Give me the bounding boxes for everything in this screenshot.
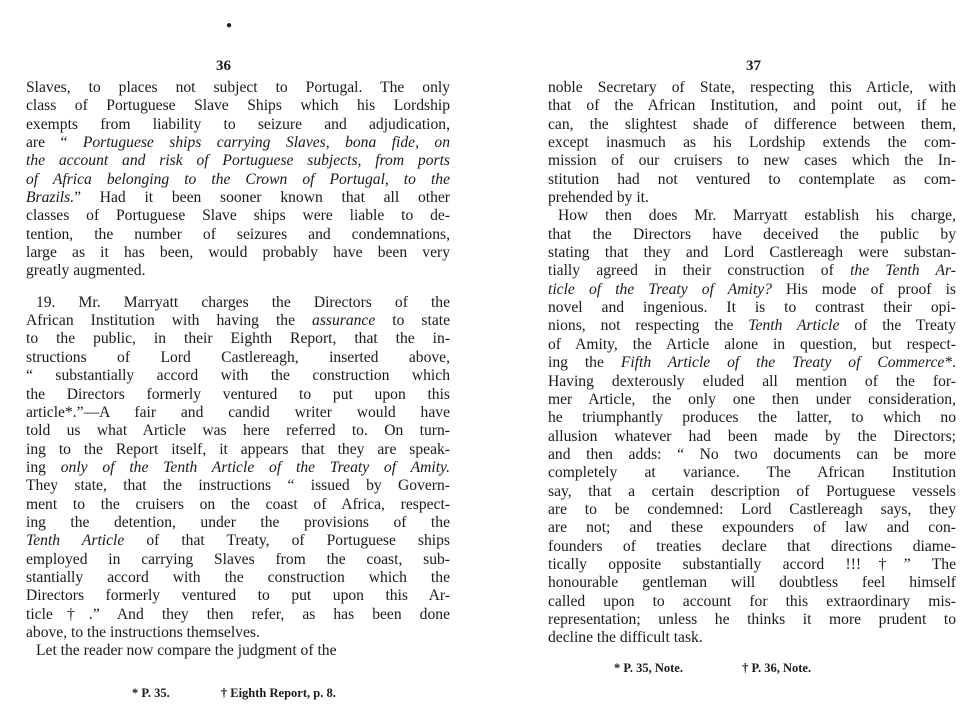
text-line: ing the detention, under the provisions of the	[26, 513, 450, 531]
text-line: that of the African Institution, and point out, if he	[548, 97, 956, 115]
text-line: article*.”—A fair and candid writer would have	[26, 403, 450, 421]
text-line: exempts from liability to seizure and adjudication,	[26, 115, 450, 133]
footnote: † Eighth Report, p. 8.	[220, 686, 336, 700]
text-line: ticle of the Treaty of Amity? His mode of proof is	[548, 280, 956, 298]
page-number-right: 37	[746, 58, 761, 74]
text-line: of Amity, the Article alone in question, but respect-	[548, 335, 956, 353]
text-line: ing the Fifth Article of the Treaty of Commerce*.	[548, 354, 957, 372]
text-line: called upon to account for this extraordinary mis-	[548, 592, 956, 610]
page-number-left: 36	[216, 58, 231, 74]
text-line: class of Portuguese Slave Ships which his Lordship	[26, 97, 450, 115]
text-line: Directors formerly ventured to put upon this Ar-	[26, 587, 450, 605]
text-line: African Institution with having the assurance to state	[26, 312, 450, 330]
footnote: † P. 36, Note.	[742, 661, 812, 675]
ink-speck: ●	[226, 20, 233, 31]
text-line: to the public, in their Eighth Report, that the in-	[26, 330, 450, 348]
text-line: tially agreed in their construction of the Tenth Ar-	[548, 262, 956, 280]
footnote: * P. 35.	[132, 686, 170, 700]
text-line: noble Secretary of State, respecting this Article, with	[548, 79, 956, 96]
text-line: tention, the number of seizures and condemnations,	[26, 225, 450, 243]
text-line: he triumphantly produces the latter, to which no	[548, 409, 956, 427]
text-line: They state, that the instructions “ issued by Govern-	[26, 477, 450, 495]
text-line: novel and ingenious. It is to contrast their opi-	[548, 299, 956, 317]
text-line: employed in carrying Slaves from the coast, sub-	[26, 550, 450, 568]
text-line: the Directors formerly ventured to put upon this	[26, 385, 450, 403]
text-line: Having dexterously eluded all mention of the for-	[548, 372, 956, 390]
text-line: told us what Article was here referred to. On turn-	[26, 422, 450, 440]
left-page-text	[26, 79, 450, 661]
left-footnotes	[132, 686, 336, 701]
text-line: are to be condemned: Lord Castlereagh says, they	[548, 500, 956, 518]
text-line: stantially accord with the construction which the	[26, 568, 450, 586]
text-line: above, to the instructions themselves.	[26, 623, 260, 641]
text-line: and then adds: “ No two documents can be more	[548, 445, 956, 463]
text-line: prehended by it.	[548, 189, 649, 207]
text-line: nions, not respecting the Tenth Article of the Treaty	[548, 317, 956, 335]
right-page-text	[548, 79, 956, 648]
paragraph-gap	[26, 281, 450, 294]
text-line: mission of our cruisers to new cases which the In-	[548, 152, 956, 170]
text-line: ing only of the Tenth Article of the Treaty of Amity.	[26, 458, 451, 476]
text-line: can, the slightest shade of difference between them,	[548, 115, 956, 133]
text-line: greatly augmented.	[26, 262, 146, 280]
text-line: Let the reader now compare the judgment of the	[36, 642, 337, 660]
text-line: ing to the Report itself, it appears that they are speak-	[26, 440, 450, 458]
text-line: honourable gentleman will doubtless feel himself	[548, 574, 956, 592]
text-line: large as it has been, would probably have been very	[26, 244, 450, 262]
text-line: the account and risk of Portuguese subjects, from ports	[26, 152, 450, 170]
text-line: classes of Portuguese Slave ships were liable to de-	[26, 207, 450, 225]
text-line: are “ Portuguese ships carrying Slaves, bona fide, on	[26, 134, 450, 152]
text-line: How then does Mr. Marryatt establish his charge,	[558, 207, 956, 225]
text-line: tically opposite substantially accord !!!†” The	[548, 555, 956, 573]
text-line: of Africa belonging to the Crown of Portugal, to the	[26, 170, 450, 188]
text-line: structions of Lord Castlereagh, inserted above,	[26, 348, 450, 366]
text-line: Slaves, to places not subject to Portugal. The only	[26, 79, 450, 96]
text-line: 19. Mr. Marryatt charges the Directors of the	[36, 293, 450, 311]
footnote: * P. 35, Note.	[614, 661, 683, 675]
text-line: ticle†.” And they then refer, as has been done	[26, 605, 450, 623]
right-footnotes	[614, 661, 811, 676]
text-line: are not; and these expounders of law and con-	[548, 519, 956, 537]
text-line: “ substantially accord with the construction which	[26, 367, 450, 385]
text-line: Tenth Article of that Treaty, of Portuguese ships	[26, 532, 450, 550]
text-line: completely at variance. The African Institution	[548, 464, 956, 482]
text-line: ment to the cruisers on the coast of Africa, respect-	[26, 495, 450, 513]
text-line: that the Directors have deceived the public by	[548, 225, 956, 243]
text-line: say, that a certain description of Portuguese vessels	[548, 482, 956, 500]
text-line: except inasmuch as his Lordship extends the com-	[548, 134, 956, 152]
text-line: stating that they and Lord Castlereagh were substan-	[548, 244, 956, 262]
text-line: Brazils.” Had it been sooner known that all other	[26, 189, 450, 207]
text-line: founders of treaties declare that directions diame-	[548, 537, 956, 555]
text-line: mer Article, the only one then under consideration,	[548, 390, 956, 408]
text-line: representation; unless he thinks it more prudent to	[548, 610, 956, 628]
text-line: decline the difficult task.	[548, 629, 703, 647]
text-line: stitution had not ventured to contemplate as com-	[548, 170, 956, 188]
text-line: allusion whatever had been made by the Directors;	[548, 427, 956, 445]
